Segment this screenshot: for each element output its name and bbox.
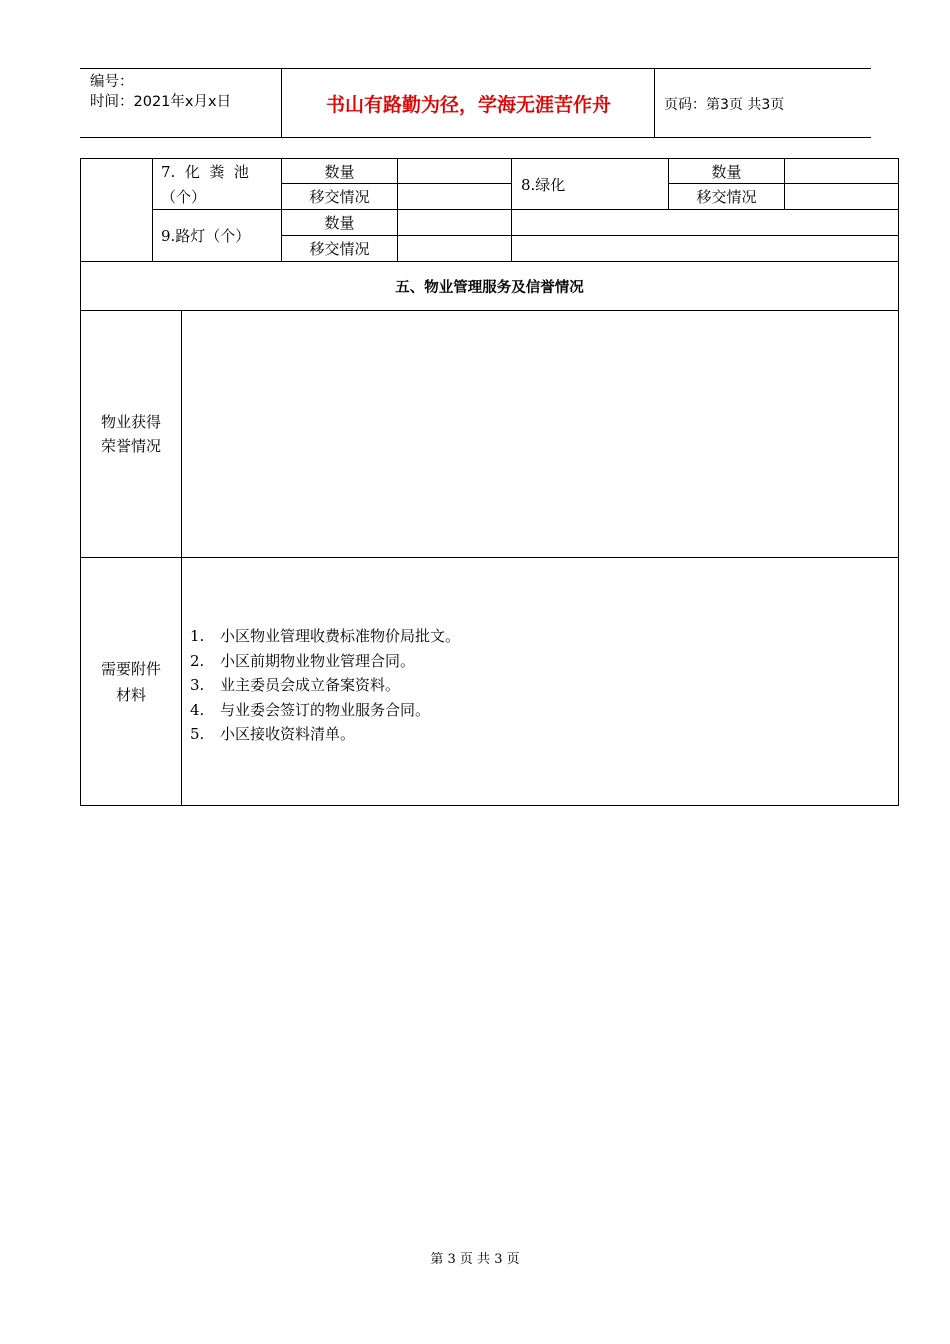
header-meta bbox=[90, 72, 231, 112]
attachments-label-line2: 材料 bbox=[115, 685, 146, 704]
green-qty-label: 数量 bbox=[711, 162, 742, 181]
list-item: 4. 与业委会签订的物业服务合同。 bbox=[190, 700, 431, 719]
lamps-handover-field[interactable] bbox=[398, 236, 511, 261]
list-item: 1. 小区物业管理收费标准物价局批文。 bbox=[190, 627, 461, 645]
septic-qty-field[interactable] bbox=[398, 159, 511, 183]
septic-unit-label: （个） bbox=[161, 188, 207, 206]
list-item: 2. 小区前期物业物业管理合同。 bbox=[190, 651, 416, 670]
serial-label: 编号： bbox=[90, 74, 134, 90]
header-motto: 书山有路勤为径，学海无涯苦作舟 bbox=[325, 94, 611, 116]
page-footer: 第 3 页 共 3 页 bbox=[430, 1252, 520, 1267]
septic-qty-label: 数量 bbox=[324, 162, 355, 181]
green-label: 8.绿化 bbox=[521, 175, 566, 194]
page-header bbox=[80, 68, 871, 138]
green-handover-label: 移交情况 bbox=[696, 188, 757, 206]
lamps-label: 9.路灯（个） bbox=[161, 227, 251, 245]
list-item: 5. 小区接收资料清单。 bbox=[190, 725, 356, 743]
list-item: 3. 业主委员会成立备案资料。 bbox=[190, 676, 401, 694]
header-page-info: 页码：第3页 共3页 bbox=[664, 97, 785, 113]
attachments-label-line1: 需要附件 bbox=[100, 659, 161, 678]
lamps-qty-field[interactable] bbox=[398, 210, 511, 235]
attachments-list bbox=[190, 624, 460, 747]
lamps-handover-label: 移交情况 bbox=[309, 240, 370, 258]
septic-handover-label: 移交情况 bbox=[309, 188, 370, 206]
honors-label-line2: 荣誉情况 bbox=[100, 437, 161, 455]
green-qty-field[interactable] bbox=[785, 159, 898, 183]
attachments-label bbox=[81, 558, 181, 805]
honors-label-line1: 物业获得 bbox=[100, 413, 161, 431]
septic-label: 7. 化 粪 池 bbox=[161, 162, 249, 181]
septic-handover-field[interactable] bbox=[398, 184, 511, 209]
section-title: 五、物业管理服务及信誉情况 bbox=[395, 279, 584, 296]
green-handover-field[interactable] bbox=[785, 184, 898, 209]
date-label: 时间：2021年x月x日 bbox=[90, 94, 232, 110]
honors-field[interactable] bbox=[182, 311, 898, 557]
lamps-qty-label: 数量 bbox=[324, 214, 355, 232]
honors-label bbox=[81, 311, 181, 557]
